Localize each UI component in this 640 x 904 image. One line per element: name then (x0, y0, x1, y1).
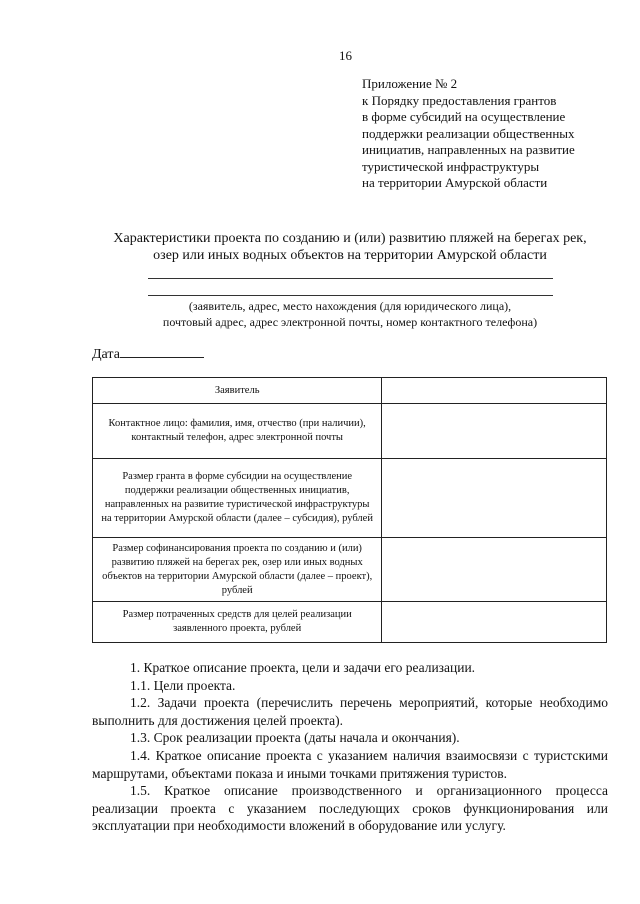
appendix-line: туристической инфраструктуры (362, 158, 540, 174)
paragraph: 1. Краткое описание проекта, цели и задачи его реализации. (130, 660, 476, 675)
caption-line: почтовый адрес, адрес электронной почты, номер контактного телефона) (162, 315, 538, 329)
table-row (93, 538, 607, 602)
date-fill-line (120, 344, 204, 358)
row-label: Заявитель (93, 378, 382, 404)
page-number: 16 (339, 48, 352, 63)
project-characteristics-table (92, 377, 607, 643)
paragraph: 1.1. Цели проекта. (130, 677, 236, 693)
appendix-line: в форме субсидий на осуществление (362, 109, 566, 124)
title-line: озер или иных водных объектов на территории Амурской области (153, 248, 547, 263)
paragraph: 1.5. Краткое описание производственного и организационного процесса реализации проекта с указанием последующих сроков функционирования или эксплуатации при необходимости вложений в оборудование или услугу. (92, 783, 608, 834)
table-row (93, 378, 607, 404)
row-label: Контактное лицо: фамилия, имя, отчество (при наличии), контактный телефон, адрес электронной почты (93, 404, 382, 459)
title-line: Характеристики проекта по созданию и (или) развитию пляжей на берегах рек, (113, 231, 587, 246)
appendix-header (362, 76, 575, 192)
row-value (382, 378, 607, 404)
row-value (382, 602, 607, 643)
appendix-line: инициатив, направленных на развитие (362, 142, 575, 157)
row-label: Размер потраченных средств для целей реализации заявленного проекта, рублей (93, 602, 382, 643)
paragraph: 1.2. Задачи проекта (перечислить перечень мероприятий, которые необходимо выполнить для достижения целей проекта). (92, 695, 608, 728)
paragraph: 1.4. Краткое описание проекта с указанием наличия взаимосвязи с туристскими маршрутами, объектами показа и иными точками притяжения туристов. (92, 747, 608, 781)
appendix-line: Приложение № 2 (362, 76, 458, 91)
appendix-line: к Порядку предоставления грантов (362, 92, 557, 108)
paragraph: 1.3. Срок реализации проекта (даты начала и окончания). (130, 730, 460, 746)
date-row (92, 344, 204, 363)
applicant-fill-line (148, 295, 553, 296)
table-row (93, 404, 607, 459)
row-value (382, 459, 607, 538)
appendix-line: на территории Амурской области (362, 175, 548, 190)
row-value (382, 404, 607, 459)
table-row (93, 602, 607, 643)
row-label: Размер гранта в форме субсидии на осуществление поддержки реализации общественных инициатив, направленных на развитие туристической инфраструктуры на территории Амурской области (далее – субсидия), рублей (93, 459, 382, 538)
row-label: Размер софинансирования проекта по созданию и (или) развитию пляжей на берегах рек, озер или иных водных объектов на территории Амурской области (далее – проект), рублей (93, 538, 382, 602)
applicant-fill-line (148, 278, 553, 279)
document-title (60, 230, 640, 264)
date-label: Дата (92, 347, 120, 362)
row-value (382, 538, 607, 602)
appendix-line: поддержки реализации общественных (362, 125, 575, 141)
table-row (93, 459, 607, 538)
caption-line: (заявитель, адрес, место нахождения (для юридического лица), (188, 299, 512, 313)
document-body (92, 659, 608, 835)
applicant-caption (60, 298, 640, 330)
